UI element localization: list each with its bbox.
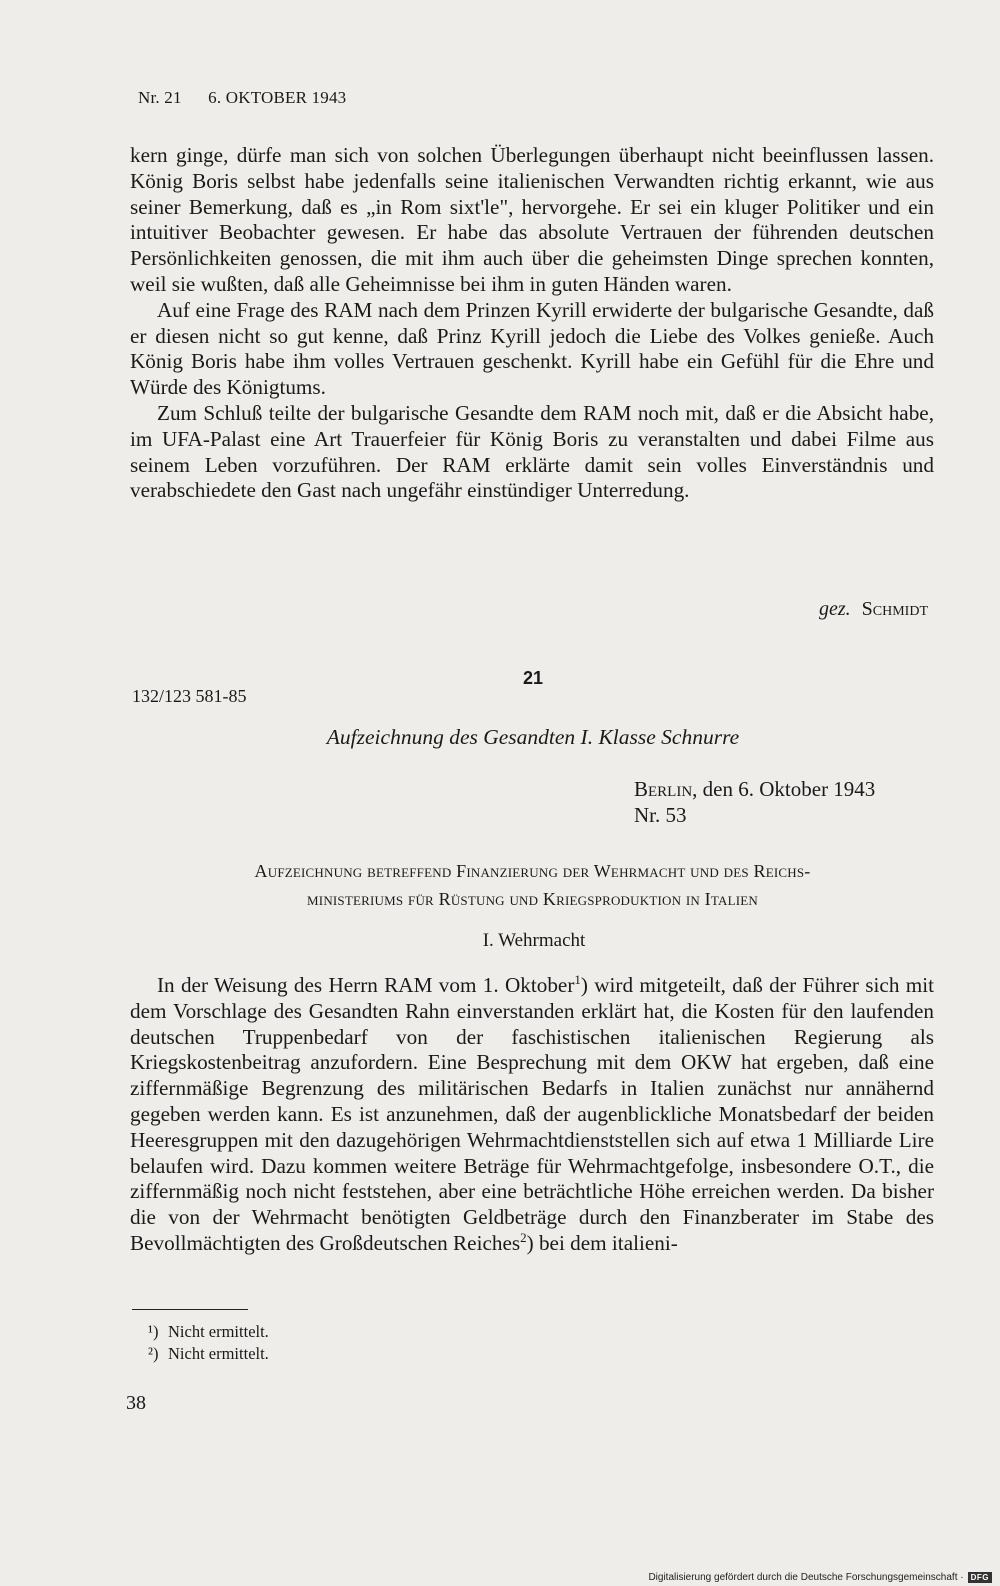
- paragraph-text: In der Weisung des Herrn RAM vom 1. Oktober: [157, 973, 575, 997]
- serial-number: Nr. 53: [634, 803, 687, 827]
- paragraph: Zum Schluß teilte der bulgarische Gesandte dem RAM noch mit, daß er die Absicht habe, im UFA-Palast eine Art Trauerfeier für König Boris zu veranstalten und dabei Filme aus seinem Leben vorzuführen. Der RAM erklärte damit sein volles Einverständnis und verabschiedete den Gast nach ungefähr einstündiger Unterredung.: [130, 400, 934, 503]
- place-date-block: [634, 776, 875, 828]
- footnote-divider: [132, 1309, 248, 1310]
- running-head-doc-ref: Nr. 21: [138, 88, 182, 107]
- document-heading: Aufzeichnung des Gesandten I. Klasse Schnurre: [326, 725, 740, 749]
- document-number: 21: [522, 668, 544, 688]
- footnotes: [148, 1321, 269, 1365]
- signature-prefix: gez.: [818, 598, 851, 620]
- section-heading: I. Wehrmacht: [482, 930, 586, 951]
- paragraph: [130, 973, 934, 1257]
- footnote-mark: ¹): [148, 1322, 159, 1341]
- subject-line: Aufzeichnung betreffend Finanzierung der Wehrmacht und des Reichs-: [254, 861, 811, 881]
- paragraph-text: ) wird mitgeteilt, daß der Führer sich mit dem Vorschlage des Gesandten Rahn einverstanden erklärt hat, die Kosten für den laufenden deutschen Truppenbedarf von der faschistischen italienischen Regierung als Kriegskostenbeitrag anzufordern. Eine Besprechung mit dem OKW hat ergeben, daß eine ziffernmäßige Begrenzung des militärischen Bedarfs in Italien zunächst nur annähernd gegeben werden kann. Es ist anzunehmen, daß der augenblickliche Monatsbedarf der beiden Heeresgruppen mit den dazugehörigen Wehrmachtdienststellen sich auf etwa 1 Milliarde Lire belaufen wird. Dazu kommen weitere Beträge für Wehrmachtgefolge, insbesondere O.T., die ziffernmäßig noch nicht feststehen, aber eine beträchtliche Höhe erreichen werden. Da bisher die von der Wehrmacht benötigten Geldbeträge durch den Finanzberater im Stabe des Bevollmächtigten des Großdeutschen Reiches: [130, 973, 934, 1255]
- main-text: [130, 973, 934, 1257]
- footnote-text: Nicht ermittelt.: [168, 1344, 269, 1363]
- credit-text: Digitalisierung gefördert durch die Deutsche Forschungsgemeinschaft ·: [648, 1572, 964, 1583]
- paragraph: Auf eine Frage des RAM nach dem Prinzen Kyrill erwiderte der bulgarische Gesandte, daß er diesen nicht so gut kenne, daß Prinz Kyrill jedoch die Liebe des Volkes genieße. Auch König Boris habe ihm volles Vertrauen geschenkt. Kyrill habe ein Gefühl für die Ehre und Würde des Königtums.: [130, 297, 934, 400]
- file-reference: 132/123 581-85: [132, 686, 247, 706]
- dfg-logo-icon: DFG: [968, 1572, 992, 1583]
- footnote-mark: ²): [148, 1344, 159, 1363]
- paragraph: kern ginge, dürfe man sich von solchen Überlegungen überhaupt nicht beeinflussen lassen. König Boris selbst habe jedenfalls seine italienischen Verwandten richtig erkannt, wie aus seiner Bemerkung, daß es „in Rom sixt'le", hervorgehe. Er sei ein kluger Politiker und ein intuitiver Beobachter gewesen. Er habe das absolute Vertrauen der führenden deutschen Persönlichkeiten genossen, die mit ihm auch über die geheimsten Dinge sprechen konnten, weil sie wußten, daß alle Geheimnisse bei ihm in guten Händen waren.: [130, 143, 934, 296]
- place-date-line: [634, 776, 875, 802]
- subject-heading: [140, 857, 925, 913]
- date: , den 6. Oktober 1943: [692, 777, 876, 801]
- digitization-credit: [648, 1572, 992, 1583]
- place: Berlin: [634, 777, 693, 801]
- subject-line: ministeriums für Rüstung und Kriegsproduktion in Italien: [307, 889, 758, 909]
- signature: [819, 598, 928, 621]
- footnote-ref[interactable]: 1: [574, 971, 581, 987]
- paragraph-text: ) bei dem italieni-: [526, 1230, 678, 1255]
- running-head: [138, 88, 346, 108]
- footnote: [148, 1321, 269, 1343]
- signature-name: Schmidt: [861, 598, 928, 620]
- footnote-ref[interactable]: 2: [520, 1229, 527, 1245]
- page-number: 38: [126, 1392, 146, 1414]
- footnote: [148, 1343, 269, 1365]
- running-head-date: 6. OKTOBER 1943: [208, 88, 347, 107]
- continuation-text: [130, 143, 934, 504]
- footnote-text: Nicht ermittelt.: [168, 1322, 269, 1341]
